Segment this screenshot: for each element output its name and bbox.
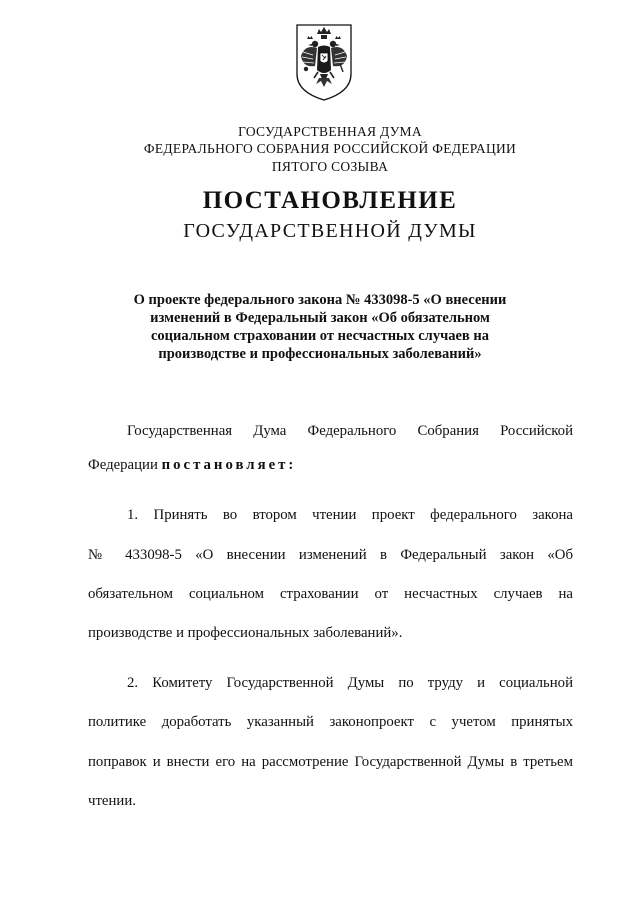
- item1-line-1: 1. Принять во втором чтении проект федерального закона: [127, 507, 573, 523]
- item1-line-4: производстве и профессиональных заболеваний».: [88, 625, 403, 641]
- intro-line-2: [88, 455, 573, 475]
- convocation-line: ПЯТОГО СОЗЫВА: [271, 159, 389, 174]
- org-name-line-1: ГОСУДАРСТВЕННАЯ ДУМА: [238, 124, 422, 139]
- intro-line-1: Государственная Дума Федерального Собрания Российской: [127, 423, 573, 439]
- subject-line-4: производстве и профессиональных заболеваний»: [158, 346, 482, 362]
- subject-line-2: изменений в Федеральный закон «Об обязательном: [150, 310, 490, 326]
- item2-line-4: чтении.: [88, 793, 136, 809]
- item2-line-1: 2. Комитету Государственной Думы по труду и социальной: [127, 675, 573, 691]
- org-name-line-2: ФЕДЕРАЛЬНОГО СОБРАНИЯ РОССИЙСКОЙ ФЕДЕРАЦИИ: [143, 141, 517, 156]
- item2-line-2: политике доработать указанный законопроект с учетом принятых: [88, 714, 573, 730]
- item2-line-3: поправок и внести его на рассмотрение Государственной Думы в третьем: [88, 754, 573, 770]
- document-type-heading: ПОСТАНОВЛЕНИЕ: [202, 187, 458, 214]
- document-type-subheading: ГОСУДАРСТВЕННОЙ ДУМЫ: [183, 220, 477, 242]
- subject-line-1: О проекте федерального закона № 433098-5 «О внесении: [133, 292, 507, 308]
- intro-text: Федерации: [88, 457, 162, 473]
- item1-line-3: обязательном социальном страховании от несчастных случаев на: [88, 586, 573, 602]
- subject-line-3: социальном страховании от несчастных случаев на: [150, 328, 489, 344]
- item1-line-2: № 433098-5 «О внесении изменений в Федеральный закон «Об: [88, 547, 573, 563]
- coat-of-arms-icon: [293, 22, 355, 102]
- resolves-word: постановляет:: [161, 457, 297, 473]
